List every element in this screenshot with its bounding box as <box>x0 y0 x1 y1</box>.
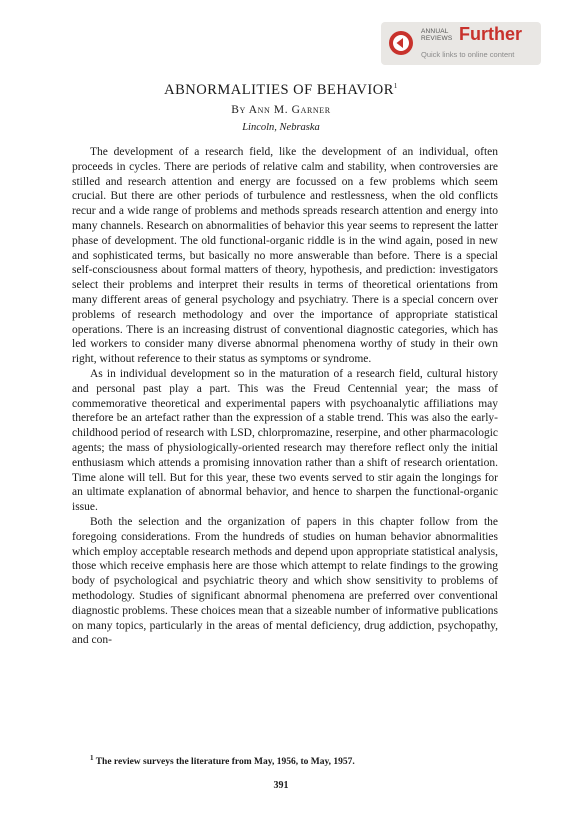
body-paragraph: The development of a research field, like the development of an individual, often proceeds in cycles. There are periods of relative calm and stability, when controversies are stilled and research attention and energy are focussed on a few problems which seem crucial. But there are other periods of turbulence and restlessness, when the old conflicts recur and a wide range of problems and methods spreads research attention and energy into many channels. Research on abnormalities of behavior this year seems to represent the latter phase of development. The old functional-organic riddle is in the wind again, posed in new and sophisticated terms, but basically no more answerable than before. There is a special self-consciousness about formal matters of theory, hypothesis, and prediction: investigators select their problems and interpret their results in terms of theoretical orientations from many different areas of general psychology and psychiatry. There is a special concern over problems of research methodology and over the importance of appropriate statistical operations. There is an increasing distrust of conventional diagnostic categories, which has led workers to consider many diverse abnormal phenomena worthy of study in their own right, without reference to their status as symptoms or syndrome. <box>72 146 498 366</box>
annual-reviews-further-badge[interactable] <box>381 22 541 65</box>
badge-brand-line1: ANNUAL <box>421 28 449 35</box>
badge-brand <box>421 28 452 42</box>
badge-tagline: Quick links to online content <box>421 50 515 59</box>
article-author: By Ann M. Garner <box>231 104 331 116</box>
article-location: Lincoln, Nebraska <box>242 122 320 133</box>
title-footnote-marker: 1 <box>393 82 398 91</box>
article-body <box>72 145 498 648</box>
footnote-text: The review surveys the literature from May, 1956, to May, 1957. <box>95 757 355 768</box>
article-title <box>0 82 562 99</box>
play-icon <box>389 31 413 55</box>
badge-further-label: Further <box>459 24 522 44</box>
article-title-text: ABNORMALITIES OF BEHAVIOR <box>164 82 394 98</box>
footnote-marker: 1 <box>90 754 94 762</box>
footnote <box>90 754 510 767</box>
body-paragraph: Both the selection and the organization of papers in this chapter follow from the foregoing considerations. From the hundreds of studies on human behavior abnormalities which employ acceptable research methods and depend upon appropriate statistical analysis, those which receive emphasis here are those which attempt to relate findings to the growing body of psychological and psychiatric theory and which show sensitivity to problems of methodology. Studies of significant abnormal phenomena are preferred over conventional diagnostic problems. These choices mean that a sizeable number of informative publications on many topics, particularly in the areas of mental deficiency, drug addiction, psychopathy, and con- <box>72 515 498 647</box>
page-number: 391 <box>273 780 289 791</box>
badge-brand-line2: REVIEWS <box>421 35 453 42</box>
body-paragraph: As in individual development so in the maturation of a research field, cultural history and personal past play a part. This was the Freud Centennial year; the mass of commemorative theoretical and experimental papers with psychoanalytic affiliations may therefore be an artefact rather than the expression of a stable trend. This was also the early-childhood period of research with LSD, chlorpromazine, reserpine, and other pharmacologic agents; the mass of physiologically-oriented research may therefore reflect only the initial enthusiasm which attends a promising innovation rather than a shift of research orientation. Time alone will tell. But for this year, these two events served to stir again the longings for an ultimate explanation of abnormal behavior, and hence to sharpen the functional-organic issue. <box>72 367 498 514</box>
